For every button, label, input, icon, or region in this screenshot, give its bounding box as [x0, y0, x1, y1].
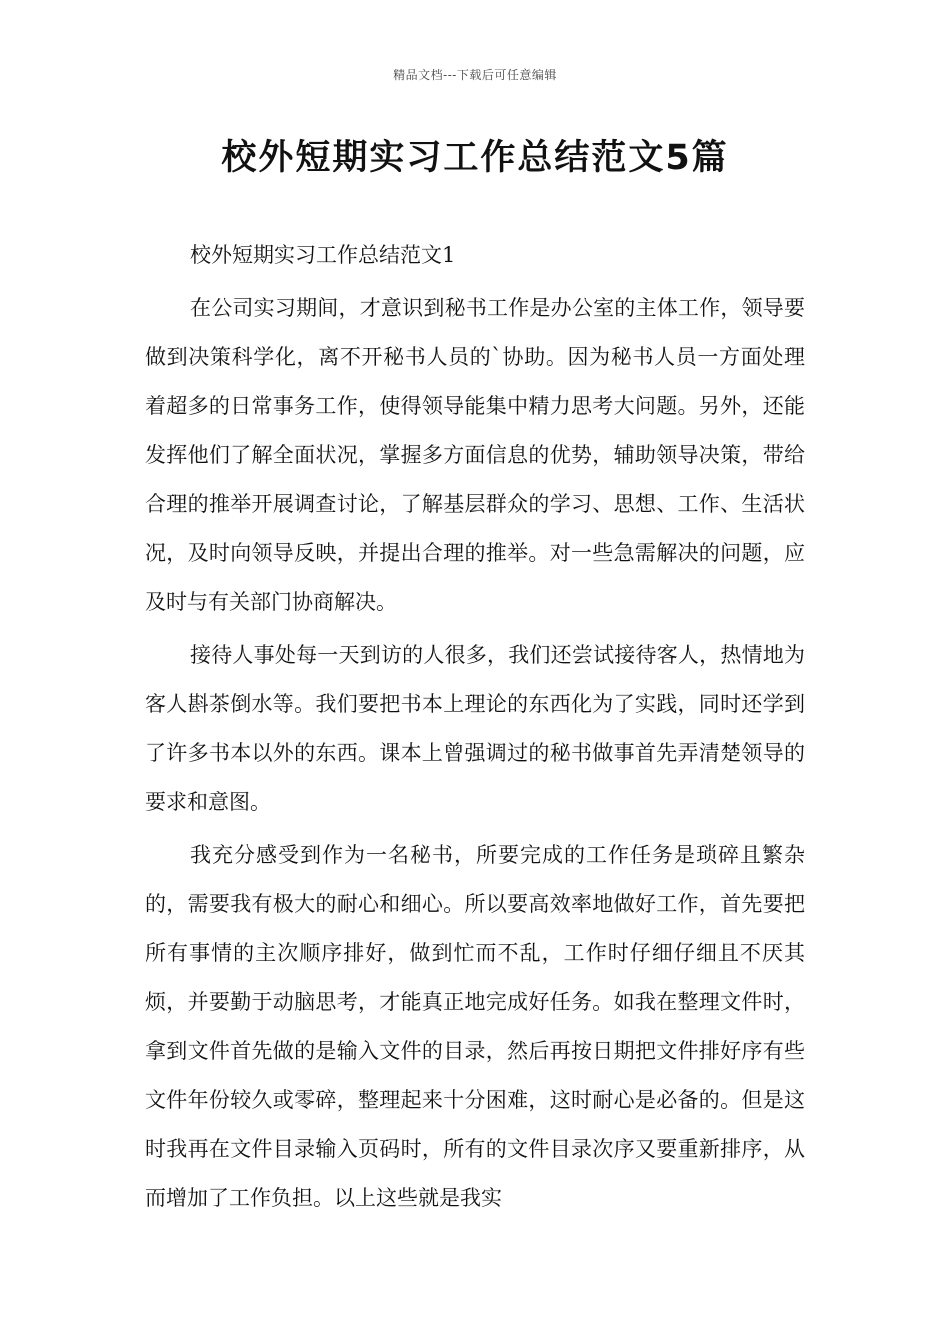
section-heading: 校外短期实习工作总结范文1: [190, 243, 456, 267]
paragraph-2: 接待人事处每一天到访的人很多，我们还尝试接待客人，热情地为客人斟茶倒水等。我们要把书本上理论的东西化为了实践，同时还学到了许多书本以外的东西。课本上曾强调过的秘书做事首先弄清楚领导的要求和意图。: [145, 643, 805, 814]
header-note: 精品文档---下载后可任意编辑: [393, 68, 557, 82]
document-title: 校外短期实习工作总结范文5篇: [221, 138, 729, 178]
document-body: [145, 231, 805, 1223]
paragraph-1: 在公司实习期间，才意识到秘书工作是办公室的主体工作，领导要做到决策科学化，离不开秘书人员的`协助。因为秘书人员一方面处理着超多的日常事务工作，使得领导能集中精力思考大问题。另外，还能发挥他们了解全面状况，掌握多方面信息的优势，辅助领导决策，带给合理的推举开展调查讨论，了解基层群众的学习、思想、工作、生活状况，及时向领导反映，并提出合理的推举。对一些急需解决的问题，应及时与有关部门协商解决。: [145, 296, 805, 614]
paragraph-3: 我充分感受到作为一名秘书，所要完成的工作任务是琐碎且繁杂的，需要我有极大的耐心和细心。所以要高效率地做好工作，首先要把所有事情的主次顺序排好，做到忙而不乱，工作时仔细仔细且不厌其烦，并要勤于动脑思考，才能真正地完成好任务。如我在整理文件时，拿到文件首先做的是输入文件的目录，然后再按日期把文件排好序有些文件年份较久或零碎，整理起来十分困难，这时耐心是必备的。但是这时我再在文件目录输入页码时，所有的文件目录次序又要重新排序，从而增加了工作负担。以上这些就是我实: [145, 843, 805, 1210]
